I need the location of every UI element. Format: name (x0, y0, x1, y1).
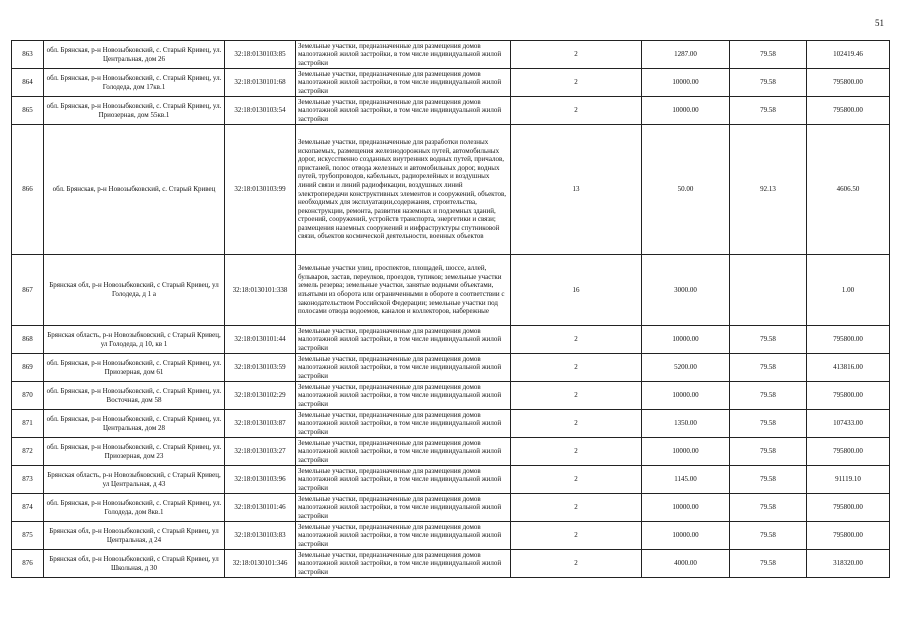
address-cell: обл. Брянская, р-н Новозыбковский, с. Старый Кривец, ул. Голодеда, дом 8кв.1 (44, 494, 225, 522)
cadastral-value-cell: 1.00 (807, 255, 890, 326)
row-number: 874 (12, 494, 44, 522)
area-cell: 1287.00 (642, 41, 730, 69)
row-number: 872 (12, 438, 44, 466)
use-group-code-cell: 2 (511, 354, 642, 382)
area-cell: 10000.00 (642, 522, 730, 550)
land-use-cell: Земельные участки, предназначенные для размещения домов малоэтажной жилой застройки, в том числе индивидуальной жилой застройки (296, 494, 511, 522)
specific-value-cell: 92.13 (730, 125, 807, 255)
cadastral-number-cell: 32:18:0130101:46 (225, 494, 296, 522)
row-number: 875 (12, 522, 44, 550)
table-row (12, 41, 890, 69)
address-cell: обл. Брянская, р-н Новозыбковский, с. Старый Кривец, ул. Центральная, дом 26 (44, 41, 225, 69)
address-cell: обл. Брянская, р-н Новозыбковский, с. Старый Кривец, ул. Восточная, дом 58 (44, 382, 225, 410)
row-number: 867 (12, 255, 44, 326)
cadastral-value-cell: 795800.00 (807, 382, 890, 410)
cadastral-number-cell: 32:18:0130103:96 (225, 466, 296, 494)
specific-value-cell: 79.58 (730, 97, 807, 125)
specific-value-cell: 79.58 (730, 41, 807, 69)
specific-value-cell: 79.58 (730, 550, 807, 578)
address-cell: обл. Брянская, р-н Новозыбковский, с. Старый Кривец, ул. Приозерная, дом 61 (44, 354, 225, 382)
area-cell: 10000.00 (642, 326, 730, 354)
use-group-code-cell: 2 (511, 410, 642, 438)
specific-value-cell: 79.58 (730, 69, 807, 97)
cadastral-number-cell: 32:18:0130103:54 (225, 97, 296, 125)
table-row (12, 438, 890, 466)
land-use-cell: Земельные участки, предназначенные для размещения домов малоэтажной жилой застройки, в том числе индивидуальной жилой застройки (296, 97, 511, 125)
cadastral-number-cell: 32:18:0130101:346 (225, 550, 296, 578)
address-cell: обл. Брянская, р-н Новозыбковский, с. Старый Кривец, ул. Приозерная, дом 55кв.1 (44, 97, 225, 125)
land-use-cell: Земельные участки, предназначенные для разработки полезных ископаемых, размещения железнодорожных путей, автомобильных дорог, искусственно созданных внутренних водных путей, причалов, пристаней, полос отвода железных и автомобильных дорог, водных путей, трубопроводов, кабельных, радиорелейных и воздушных линий связи и линий радиофикации, воздушных линий электропередачи конструктивных элементов и сооружений, объектов, необходимых для эксплуатации,содержания, строительства, реконструкции, ремонта, развития наземных и подземных зданий, строений, сооружений, устройств транспорта, энергетики и связи; размещения наземных сооружений и инфраструктуры спутниковой связи, объектов космической деятельности, военных объектов (296, 125, 511, 255)
table-row (12, 550, 890, 578)
cadastral-number-cell: 32:18:0130103:59 (225, 354, 296, 382)
table-row (12, 69, 890, 97)
address-cell: Брянская обл, р-н Новозыбковский, с Старый Кривец, ул Центральная, д 24 (44, 522, 225, 550)
cadastral-value-cell: 795800.00 (807, 97, 890, 125)
address-cell: Брянская область, р-н Новозыбковский, с Старый Кривец, ул Центральная, д 43 (44, 466, 225, 494)
cadastral-number-cell: 32:18:0130101:68 (225, 69, 296, 97)
use-group-code-cell: 13 (511, 125, 642, 255)
specific-value-cell: 79.58 (730, 326, 807, 354)
address-cell: обл. Брянская, р-н Новозыбковский, с. Старый Кривец, ул. Голодеда, дом 17кв.1 (44, 69, 225, 97)
cadastral-number-cell: 32:18:0130103:99 (225, 125, 296, 255)
address-cell: Брянская обл, р-н Новозыбковский, с Старый Кривец, ул Голодеда, д 1 а (44, 255, 225, 326)
use-group-code-cell: 2 (511, 69, 642, 97)
cadastral-value-cell: 4606.50 (807, 125, 890, 255)
specific-value-cell: 79.58 (730, 438, 807, 466)
table-row (12, 466, 890, 494)
address-cell: Брянская область, р-н Новозыбковский, с Старый Кривец, ул Голодеда, д 10, кв 1 (44, 326, 225, 354)
row-number: 863 (12, 41, 44, 69)
table-row (12, 255, 890, 326)
cadastral-number-cell: 32:18:0130101:338 (225, 255, 296, 326)
table-row (12, 522, 890, 550)
row-number: 865 (12, 97, 44, 125)
specific-value-cell: 79.58 (730, 382, 807, 410)
table-row (12, 97, 890, 125)
area-cell: 1145.00 (642, 466, 730, 494)
land-use-cell: Земельные участки, предназначенные для размещения домов малоэтажной жилой застройки, в том числе индивидуальной жилой застройки (296, 522, 511, 550)
area-cell: 3000.00 (642, 255, 730, 326)
use-group-code-cell: 2 (511, 466, 642, 494)
land-use-cell: Земельные участки, предназначенные для размещения домов малоэтажной жилой застройки, в том числе индивидуальной жилой застройки (296, 550, 511, 578)
area-cell: 10000.00 (642, 382, 730, 410)
cadastral-value-cell: 107433.00 (807, 410, 890, 438)
row-number: 871 (12, 410, 44, 438)
land-use-cell: Земельные участки, предназначенные для размещения домов малоэтажной жилой застройки, в том числе индивидуальной жилой застройки (296, 326, 511, 354)
use-group-code-cell: 2 (511, 522, 642, 550)
cadastral-number-cell: 32:18:0130103:87 (225, 410, 296, 438)
row-number: 870 (12, 382, 44, 410)
area-cell: 10000.00 (642, 438, 730, 466)
specific-value-cell: 79.58 (730, 522, 807, 550)
address-cell: обл. Брянская, р-н Новозыбковский, с. Старый Кривец, ул. Приозерная, дом 23 (44, 438, 225, 466)
land-use-cell: Земельные участки, предназначенные для размещения домов малоэтажной жилой застройки, в том числе индивидуальной жилой застройки (296, 382, 511, 410)
cadastral-value-cell: 795800.00 (807, 494, 890, 522)
area-cell: 10000.00 (642, 69, 730, 97)
area-cell: 50.00 (642, 125, 730, 255)
land-use-cell: Земельные участки улиц, проспектов, площадей, шоссе, аллей, бульваров, застав, переулков, проездов, тупиков; земельные участки земель резерва; земельные участки, занятые водными объектами, изъятыми из оборота или ограниченными в обороте в соответствии с законодательством Российской Федерации; земельные участки под полосами отвода водоемов, каналов и коллекторов, набережные (296, 255, 511, 326)
table-row (12, 326, 890, 354)
page-number: 51 (875, 18, 884, 28)
area-cell: 5200.00 (642, 354, 730, 382)
address-cell: обл. Брянская, р-н Новозыбковский, с. Старый Кривец, ул. Центральная, дом 28 (44, 410, 225, 438)
use-group-code-cell: 2 (511, 41, 642, 69)
table-row (12, 382, 890, 410)
specific-value-cell (730, 255, 807, 326)
specific-value-cell: 79.58 (730, 410, 807, 438)
cadastral-value-cell: 413816.00 (807, 354, 890, 382)
row-number: 866 (12, 125, 44, 255)
land-use-cell: Земельные участки, предназначенные для размещения домов малоэтажной жилой застройки, в том числе индивидуальной жилой застройки (296, 438, 511, 466)
cadastral-number-cell: 32:18:0130102:29 (225, 382, 296, 410)
cadastral-number-cell: 32:18:0130103:85 (225, 41, 296, 69)
use-group-code-cell: 2 (511, 326, 642, 354)
table-row (12, 354, 890, 382)
cadastral-value-cell: 795800.00 (807, 69, 890, 97)
land-use-cell: Земельные участки, предназначенные для размещения домов малоэтажной жилой застройки, в том числе индивидуальной жилой застройки (296, 41, 511, 69)
row-number: 876 (12, 550, 44, 578)
cadastral-value-table (11, 40, 890, 578)
cadastral-value-cell: 102419.46 (807, 41, 890, 69)
area-cell: 4000.00 (642, 550, 730, 578)
cadastral-number-cell: 32:18:0130103:27 (225, 438, 296, 466)
cadastral-value-cell: 795800.00 (807, 438, 890, 466)
row-number: 869 (12, 354, 44, 382)
row-number: 864 (12, 69, 44, 97)
area-cell: 10000.00 (642, 494, 730, 522)
use-group-code-cell: 2 (511, 97, 642, 125)
specific-value-cell: 79.58 (730, 494, 807, 522)
land-use-cell: Земельные участки, предназначенные для размещения домов малоэтажной жилой застройки, в том числе индивидуальной жилой застройки (296, 466, 511, 494)
cadastral-value-cell: 318320.00 (807, 550, 890, 578)
specific-value-cell: 79.58 (730, 466, 807, 494)
row-number: 873 (12, 466, 44, 494)
row-number: 868 (12, 326, 44, 354)
use-group-code-cell: 2 (511, 494, 642, 522)
use-group-code-cell: 16 (511, 255, 642, 326)
area-cell: 10000.00 (642, 97, 730, 125)
table-row (12, 125, 890, 255)
cadastral-value-cell: 795800.00 (807, 522, 890, 550)
land-use-cell: Земельные участки, предназначенные для размещения домов малоэтажной жилой застройки, в том числе индивидуальной жилой застройки (296, 69, 511, 97)
specific-value-cell: 79.58 (730, 354, 807, 382)
use-group-code-cell: 2 (511, 438, 642, 466)
cadastral-number-cell: 32:18:0130101:44 (225, 326, 296, 354)
use-group-code-cell: 2 (511, 550, 642, 578)
cadastral-value-cell: 795800.00 (807, 326, 890, 354)
address-cell: Брянская обл, р-н Новозыбковский, с Старый Кривец, ул Школьная, д 30 (44, 550, 225, 578)
use-group-code-cell: 2 (511, 382, 642, 410)
cadastral-value-cell: 91119.10 (807, 466, 890, 494)
table-row (12, 410, 890, 438)
table-row (12, 494, 890, 522)
address-cell: обл. Брянская, р-н Новозыбковский, с. Старый Кривец (44, 125, 225, 255)
area-cell: 1350.00 (642, 410, 730, 438)
land-use-cell: Земельные участки, предназначенные для размещения домов малоэтажной жилой застройки, в том числе индивидуальной жилой застройки (296, 354, 511, 382)
land-use-cell: Земельные участки, предназначенные для размещения домов малоэтажной жилой застройки, в том числе индивидуальной жилой застройки (296, 410, 511, 438)
cadastral-number-cell: 32:18:0130103:83 (225, 522, 296, 550)
